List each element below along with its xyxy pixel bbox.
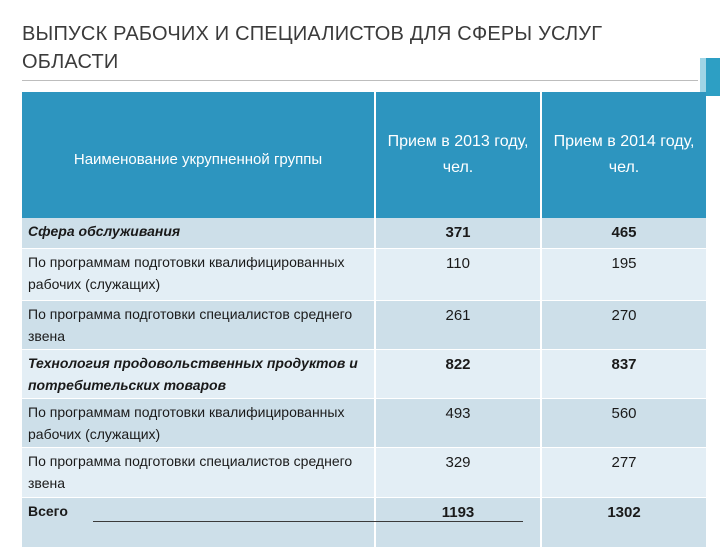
cell-2014: 277 [541, 447, 706, 497]
title-divider [22, 80, 698, 81]
cell-group-name: Технология продовольственных продуктов и потребительских товаров [22, 349, 375, 398]
cell-group-name: Всего [22, 497, 375, 547]
cell-2014: 837 [541, 349, 706, 398]
cell-2013: 261 [375, 300, 541, 349]
table-row [22, 300, 706, 349]
table-header [22, 92, 706, 218]
cell-2014: 465 [541, 218, 706, 248]
cell-2013: 329 [375, 447, 541, 497]
header-2013: Прием в 2013 году, чел. [375, 92, 541, 218]
cell-2013: 371 [375, 218, 541, 248]
table-row [22, 218, 706, 248]
accent-stripe [706, 58, 720, 96]
cell-2014: 1302 [541, 497, 706, 547]
table-row [22, 398, 706, 447]
table-row [22, 349, 706, 398]
cell-group-name: Сфера обслуживания [22, 218, 375, 248]
cell-group-name: По программа подготовки специалистов среднего звена [22, 447, 375, 497]
cell-2014: 560 [541, 398, 706, 447]
bottom-divider [93, 521, 523, 522]
cell-2013: 110 [375, 248, 541, 300]
cell-group-name: По программам подготовки квалифицированных рабочих (служащих) [22, 248, 375, 300]
cell-group-name: По программам подготовки квалифицированных рабочих (служащих) [22, 398, 375, 447]
table-row [22, 248, 706, 300]
header-2014: Прием в 2014 году, чел. [541, 92, 706, 218]
cell-2014: 270 [541, 300, 706, 349]
enrollment-table [22, 92, 706, 548]
cell-group-name: По программа подготовки специалистов среднего звена [22, 300, 375, 349]
cell-2014: 195 [541, 248, 706, 300]
cell-2013: 1193 [375, 497, 541, 547]
cell-2013: 493 [375, 398, 541, 447]
table-row [22, 447, 706, 497]
page-title: ВЫПУСК РАБОЧИХ И СПЕЦИАЛИСТОВ ДЛЯ СФЕРЫ УСЛУГ ОБЛАСТИ [22, 23, 603, 73]
header-group-name: Наименование укрупненной группы [22, 92, 375, 218]
cell-2013: 822 [375, 349, 541, 398]
